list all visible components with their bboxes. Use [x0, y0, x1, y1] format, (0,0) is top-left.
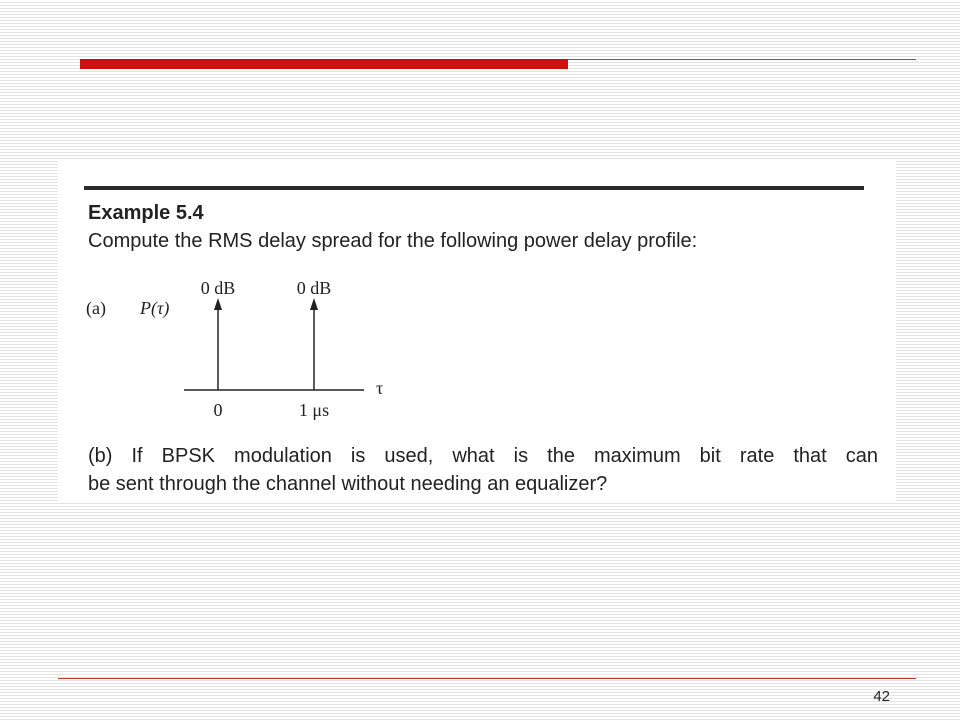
power-delay-profile-diagram — [178, 270, 398, 420]
delay-label-0: 0 — [213, 400, 223, 420]
impulse-arrowhead-0 — [214, 298, 222, 310]
example-title: Example 5.4 — [88, 202, 204, 224]
power-label-1: 0 dB — [296, 278, 332, 298]
power-label-0: 0 dB — [200, 278, 236, 298]
scan-top-rule — [84, 186, 864, 190]
function-label: P(τ) — [140, 298, 170, 318]
scanned-textbook-excerpt — [58, 160, 896, 502]
delay-label-1: 1 μs — [298, 400, 330, 420]
slide-number: 42 — [873, 688, 890, 705]
accent-bar — [80, 59, 568, 69]
question-b-line-1: (b) If BPSK modulation is used, what is the maximum bit rate that can — [88, 445, 878, 467]
part-a-label: (a) — [86, 298, 106, 318]
impulse-arrowhead-1 — [310, 298, 318, 310]
question-b-text — [88, 442, 878, 498]
question-a-text: Compute the RMS delay spread for the following power delay profile: — [88, 230, 698, 252]
question-b-line-2: be sent through the channel without needing an equalizer? — [88, 473, 608, 495]
bottom-rule — [58, 678, 916, 679]
top-rule — [568, 59, 916, 60]
axis-label-tau: τ — [376, 378, 384, 398]
